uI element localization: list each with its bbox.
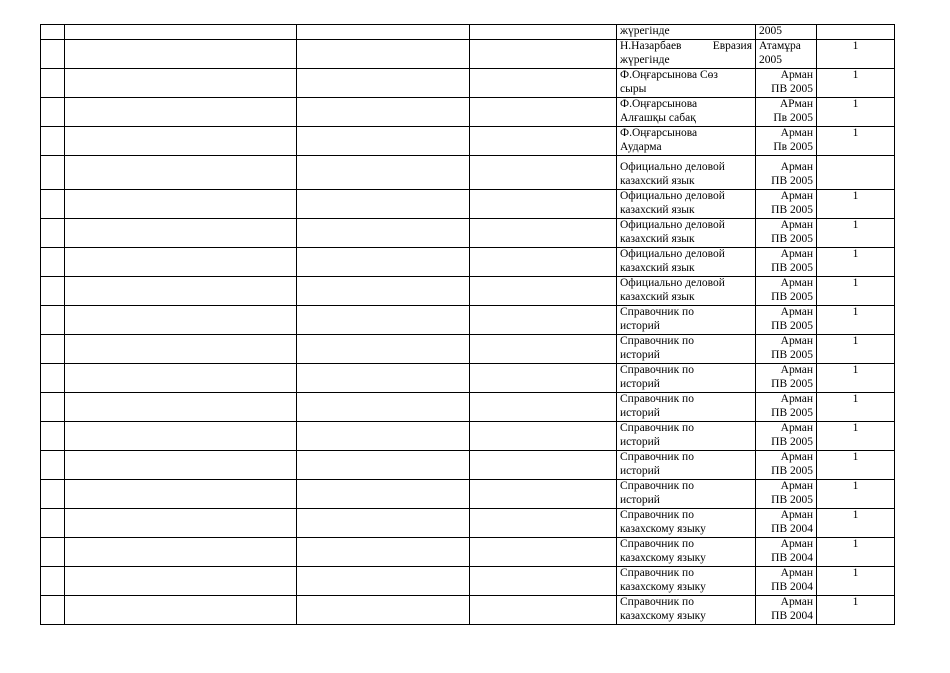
empty-cell-3 <box>297 306 470 335</box>
quantity-cell: 1 <box>817 335 895 364</box>
empty-cell-2 <box>65 219 297 248</box>
table-row <box>41 422 895 451</box>
book-title-line: Справочник по <box>620 451 694 463</box>
empty-cell-4 <box>470 40 617 69</box>
empty-cell-3 <box>297 127 470 156</box>
row-number-cell <box>41 40 65 69</box>
empty-cell-4 <box>470 219 617 248</box>
empty-cell-2 <box>65 335 297 364</box>
publisher-cell <box>756 25 817 40</box>
publisher-line: Арман <box>780 480 813 492</box>
empty-cell-2 <box>65 596 297 625</box>
book-title-cell <box>617 306 756 335</box>
book-title-cell <box>617 98 756 127</box>
empty-cell-3 <box>297 364 470 393</box>
quantity-cell: 1 <box>817 364 895 393</box>
book-title-line: Справочник по <box>620 393 694 405</box>
row-number-cell <box>41 127 65 156</box>
empty-cell-4 <box>470 98 617 127</box>
quantity-cell: 1 <box>817 393 895 422</box>
publisher-line: Арман <box>780 538 813 550</box>
empty-cell-4 <box>470 306 617 335</box>
publisher-line: Арман <box>780 248 813 260</box>
book-title-cell <box>617 219 756 248</box>
publisher-line: ПВ 2005 <box>771 82 813 95</box>
quantity-cell: 1 <box>817 98 895 127</box>
empty-cell-2 <box>65 393 297 422</box>
empty-cell-3 <box>297 190 470 219</box>
book-title-line: казахскому языку <box>620 580 706 593</box>
book-title-line: жүрегінде <box>620 53 670 66</box>
row-number-cell <box>41 567 65 596</box>
book-title-cell <box>617 248 756 277</box>
book-title-cell <box>617 190 756 219</box>
publisher-cell <box>756 306 817 335</box>
publisher-line: ПВ 2005 <box>771 435 813 448</box>
empty-cell-3 <box>297 25 470 40</box>
publisher-line: Арман <box>780 335 813 347</box>
book-title-line: казахский язык <box>620 290 695 303</box>
book-title-line: Справочник по <box>620 335 694 347</box>
publisher-line: Атамұра <box>759 40 801 52</box>
publisher-cell <box>756 98 817 127</box>
publisher-cell <box>756 335 817 364</box>
publisher-line: ПВ 2005 <box>771 232 813 245</box>
row-number-cell <box>41 364 65 393</box>
row-number-cell <box>41 393 65 422</box>
book-title-cell <box>617 25 756 40</box>
empty-cell-2 <box>65 451 297 480</box>
book-title-line: Справочник по <box>620 567 694 579</box>
publisher-line: Арман <box>780 219 813 231</box>
empty-cell-2 <box>65 156 297 190</box>
empty-cell-3 <box>297 567 470 596</box>
publisher-line: АРман <box>779 98 813 110</box>
book-title-line: жүрегінде <box>620 25 670 37</box>
table-row <box>41 567 895 596</box>
row-number-cell <box>41 422 65 451</box>
publisher-cell <box>756 567 817 596</box>
quantity-cell: 1 <box>817 509 895 538</box>
empty-cell-3 <box>297 98 470 127</box>
row-number-cell <box>41 596 65 625</box>
quantity-cell: 1 <box>817 567 895 596</box>
book-title-cell <box>617 40 756 69</box>
book-title-line: Ф.Оңғарсынова <box>620 98 698 110</box>
empty-cell-3 <box>297 480 470 509</box>
publisher-line: ПВ 2005 <box>771 464 813 477</box>
book-title-line: Официально деловой <box>620 248 725 260</box>
row-number-cell <box>41 248 65 277</box>
publisher-line: ПВ 2005 <box>771 319 813 332</box>
empty-cell-4 <box>470 248 617 277</box>
quantity-cell: 1 <box>817 451 895 480</box>
empty-cell-4 <box>470 509 617 538</box>
empty-cell-3 <box>297 393 470 422</box>
empty-cell-2 <box>65 422 297 451</box>
book-title-line: казахский язык <box>620 174 695 187</box>
publisher-cell <box>756 156 817 190</box>
empty-cell-3 <box>297 40 470 69</box>
table-row <box>41 190 895 219</box>
row-number-cell <box>41 538 65 567</box>
empty-cell-3 <box>297 277 470 306</box>
book-title-line: казахский язык <box>620 261 695 274</box>
book-title-line: историй <box>620 464 660 477</box>
publisher-cell <box>756 393 817 422</box>
empty-cell-2 <box>65 40 297 69</box>
quantity-cell: 1 <box>817 190 895 219</box>
empty-cell-4 <box>470 127 617 156</box>
publisher-cell <box>756 509 817 538</box>
empty-cell-2 <box>65 190 297 219</box>
quantity-cell: 1 <box>817 40 895 69</box>
publisher-line: Пв 2005 <box>773 140 813 153</box>
empty-cell-4 <box>470 422 617 451</box>
book-title-line: казахскому языку <box>620 551 706 564</box>
table-row <box>41 364 895 393</box>
empty-cell-2 <box>65 98 297 127</box>
book-title-cell <box>617 480 756 509</box>
table-row <box>41 596 895 625</box>
publisher-line: ПВ 2004 <box>771 609 813 622</box>
publisher-cell <box>756 190 817 219</box>
table-row <box>41 127 895 156</box>
table-row <box>41 25 895 40</box>
empty-cell-2 <box>65 364 297 393</box>
publisher-line: Арман <box>780 306 813 318</box>
book-title-line: историй <box>620 493 660 506</box>
publisher-cell <box>756 596 817 625</box>
book-title-cell <box>617 277 756 306</box>
quantity-cell: 1 <box>817 538 895 567</box>
publisher-line: Арман <box>780 567 813 579</box>
publisher-cell <box>756 277 817 306</box>
book-title-line: казахский язык <box>620 203 695 216</box>
book-title-line: историй <box>620 406 660 419</box>
row-number-cell <box>41 335 65 364</box>
publisher-line: ПВ 2005 <box>771 377 813 390</box>
book-title-cell <box>617 451 756 480</box>
publisher-cell <box>756 219 817 248</box>
publisher-line: 2005 <box>759 25 782 37</box>
publisher-line: Арман <box>780 127 813 139</box>
empty-cell-2 <box>65 480 297 509</box>
empty-cell-2 <box>65 248 297 277</box>
empty-cell-2 <box>65 509 297 538</box>
empty-cell-4 <box>470 451 617 480</box>
quantity-cell: 1 <box>817 69 895 98</box>
publisher-line: ПВ 2005 <box>771 406 813 419</box>
row-number-cell <box>41 98 65 127</box>
table-row <box>41 480 895 509</box>
empty-cell-3 <box>297 451 470 480</box>
empty-cell-4 <box>470 567 617 596</box>
table-row <box>41 69 895 98</box>
empty-cell-2 <box>65 567 297 596</box>
table-body <box>41 25 895 625</box>
row-number-cell <box>41 509 65 538</box>
publisher-line: Арман <box>780 393 813 405</box>
book-title-cell <box>617 422 756 451</box>
table-row <box>41 156 895 190</box>
book-title-cell <box>617 69 756 98</box>
publisher-line: ПВ 2005 <box>771 348 813 361</box>
book-title-cell <box>617 335 756 364</box>
empty-cell-3 <box>297 248 470 277</box>
publisher-line: Арман <box>780 451 813 463</box>
empty-cell-2 <box>65 277 297 306</box>
publisher-line: Арман <box>780 277 813 289</box>
empty-cell-4 <box>470 69 617 98</box>
row-number-cell <box>41 156 65 190</box>
publisher-line: Арман <box>780 422 813 434</box>
book-title-line: Справочник по <box>620 538 694 550</box>
empty-cell-4 <box>470 364 617 393</box>
empty-cell-3 <box>297 335 470 364</box>
quantity-cell: 1 <box>817 480 895 509</box>
row-number-cell <box>41 190 65 219</box>
table-row <box>41 98 895 127</box>
quantity-cell: 1 <box>817 306 895 335</box>
book-title-cell <box>617 156 756 190</box>
table-row <box>41 335 895 364</box>
book-title-line: историй <box>620 319 660 332</box>
publisher-line: Арман <box>780 69 813 81</box>
row-number-cell <box>41 480 65 509</box>
quantity-cell <box>817 25 895 40</box>
empty-cell-2 <box>65 538 297 567</box>
empty-cell-3 <box>297 219 470 248</box>
empty-cell-3 <box>297 422 470 451</box>
empty-cell-4 <box>470 335 617 364</box>
publisher-line: ПВ 2005 <box>771 174 813 187</box>
book-title-line: Алғашқы сабақ <box>620 111 696 124</box>
book-title-line: казахскому языку <box>620 522 706 535</box>
quantity-cell: 1 <box>817 422 895 451</box>
empty-cell-2 <box>65 127 297 156</box>
book-title-cell <box>617 364 756 393</box>
empty-cell-4 <box>470 393 617 422</box>
empty-cell-4 <box>470 596 617 625</box>
book-title-line: Справочник по <box>620 596 694 608</box>
book-title-cell <box>617 393 756 422</box>
book-title-line: Справочник по <box>620 509 694 521</box>
quantity-cell: 1 <box>817 219 895 248</box>
empty-cell-4 <box>470 190 617 219</box>
table-row <box>41 277 895 306</box>
quantity-cell <box>817 156 895 190</box>
publisher-line: ПВ 2005 <box>771 261 813 274</box>
book-title-line: Аударма <box>620 140 662 153</box>
quantity-cell: 1 <box>817 127 895 156</box>
table-row <box>41 538 895 567</box>
publisher-line: Пв 2005 <box>773 111 813 124</box>
publisher-cell <box>756 40 817 69</box>
publisher-cell <box>756 480 817 509</box>
publisher-cell <box>756 364 817 393</box>
book-title-line: казахский язык <box>620 232 695 245</box>
publisher-line: Арман <box>780 364 813 376</box>
publisher-line: Арман <box>780 596 813 608</box>
publisher-line: ПВ 2004 <box>771 580 813 593</box>
publisher-line: Арман <box>780 161 813 173</box>
book-title-line: Официально деловой <box>620 161 725 173</box>
publisher-line: ПВ 2005 <box>771 290 813 303</box>
table-row <box>41 393 895 422</box>
empty-cell-4 <box>470 156 617 190</box>
quantity-cell: 1 <box>817 248 895 277</box>
quantity-cell: 1 <box>817 596 895 625</box>
table-row <box>41 306 895 335</box>
book-title-line: Справочник по <box>620 306 694 318</box>
table-row <box>41 248 895 277</box>
empty-cell-4 <box>470 277 617 306</box>
book-title-line: Н.Назарбаев Евразия <box>620 40 752 52</box>
book-title-cell <box>617 127 756 156</box>
book-title-line: Ф.Оңғарсынова <box>620 127 698 139</box>
empty-cell-4 <box>470 480 617 509</box>
table-row <box>41 40 895 69</box>
document-table <box>40 24 895 625</box>
book-title-line: Ф.Оңғарсынова Сөз <box>620 69 718 81</box>
book-title-line: историй <box>620 377 660 390</box>
publisher-line: Арман <box>780 190 813 202</box>
publisher-line: ПВ 2005 <box>771 203 813 216</box>
empty-cell-3 <box>297 596 470 625</box>
publisher-cell <box>756 248 817 277</box>
book-title-line: Официально деловой <box>620 190 725 202</box>
publisher-line: ПВ 2004 <box>771 551 813 564</box>
book-title-line: историй <box>620 348 660 361</box>
empty-cell-2 <box>65 69 297 98</box>
book-title-cell <box>617 509 756 538</box>
book-title-cell <box>617 596 756 625</box>
row-number-cell <box>41 69 65 98</box>
publisher-line: ПВ 2004 <box>771 522 813 535</box>
table-row <box>41 451 895 480</box>
row-number-cell <box>41 451 65 480</box>
publisher-line: ПВ 2005 <box>771 493 813 506</box>
row-number-cell <box>41 25 65 40</box>
publisher-line: 2005 <box>759 53 782 66</box>
row-number-cell <box>41 306 65 335</box>
empty-cell-3 <box>297 156 470 190</box>
book-title-line: Справочник по <box>620 422 694 434</box>
table-row <box>41 509 895 538</box>
empty-cell-2 <box>65 306 297 335</box>
row-number-cell <box>41 219 65 248</box>
publisher-line: Арман <box>780 509 813 521</box>
publisher-cell <box>756 538 817 567</box>
publisher-cell <box>756 451 817 480</box>
publisher-cell <box>756 422 817 451</box>
empty-cell-3 <box>297 69 470 98</box>
book-title-line: сыры <box>620 82 647 95</box>
book-title-line: Официально деловой <box>620 277 725 289</box>
book-title-line: историй <box>620 435 660 448</box>
empty-cell-3 <box>297 538 470 567</box>
book-title-line: Справочник по <box>620 364 694 376</box>
empty-cell-2 <box>65 25 297 40</box>
row-number-cell <box>41 277 65 306</box>
empty-cell-4 <box>470 25 617 40</box>
publisher-cell <box>756 127 817 156</box>
book-title-cell <box>617 538 756 567</box>
book-title-line: Справочник по <box>620 480 694 492</box>
quantity-cell: 1 <box>817 277 895 306</box>
empty-cell-3 <box>297 509 470 538</box>
book-title-line: казахскому языку <box>620 609 706 622</box>
publisher-cell <box>756 69 817 98</box>
book-title-line: Официально деловой <box>620 219 725 231</box>
table-row <box>41 219 895 248</box>
empty-cell-4 <box>470 538 617 567</box>
book-title-cell <box>617 567 756 596</box>
